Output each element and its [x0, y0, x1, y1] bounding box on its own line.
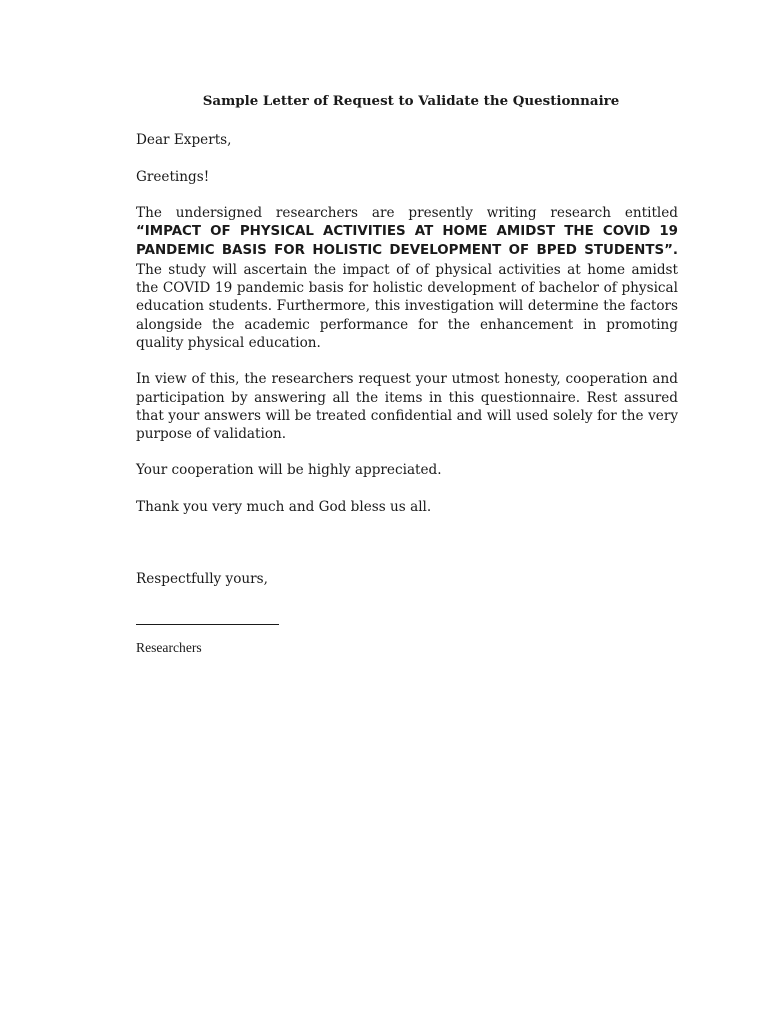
- signature-line: [136, 624, 279, 625]
- paragraph-intro: [136, 204, 678, 352]
- letter-title: Sample Letter of Request to Validate the Questionnaire: [202, 93, 620, 109]
- research-title: “IMPACT OF PHYSICAL ACTIVITIES AT HOME AMIDST THE COVID 19 PANDEMIC BASIS FOR HOLISTIC DEVELOPMENT OF BPED STUDENTS”.: [136, 224, 678, 259]
- closing: Respectfully yours,: [136, 571, 268, 588]
- paragraph-thanks: Thank you very much and God bless us all.: [136, 498, 432, 515]
- greeting: Greetings!: [136, 168, 210, 185]
- signature-label: Researchers: [136, 640, 202, 656]
- paragraph-appreciation: Your cooperation will be highly appreciated.: [136, 462, 442, 479]
- letter-body: [136, 92, 678, 658]
- salutation: Dear Experts,: [136, 132, 232, 149]
- paragraph-intro-text: The undersigned researchers are presently writing research entitled: [136, 204, 678, 221]
- paragraph-intro-rest: The study will ascertain the impact of of physical activities at home amidst the COVID 19 pandemic basis for holistic development of bachelor of physical education students. Furthermore, this investigation will determine the factors alongside the academic performance for the enhancement in promoting quality physical education.: [136, 261, 678, 351]
- spacer: [136, 534, 678, 570]
- paragraph-request: In view of this, the researchers request your utmost honesty, cooperation and participation by answering all the items in this questionnaire. Rest assured that your answers will be treated confidential and will used solely for the very purpose of validation.: [136, 371, 678, 443]
